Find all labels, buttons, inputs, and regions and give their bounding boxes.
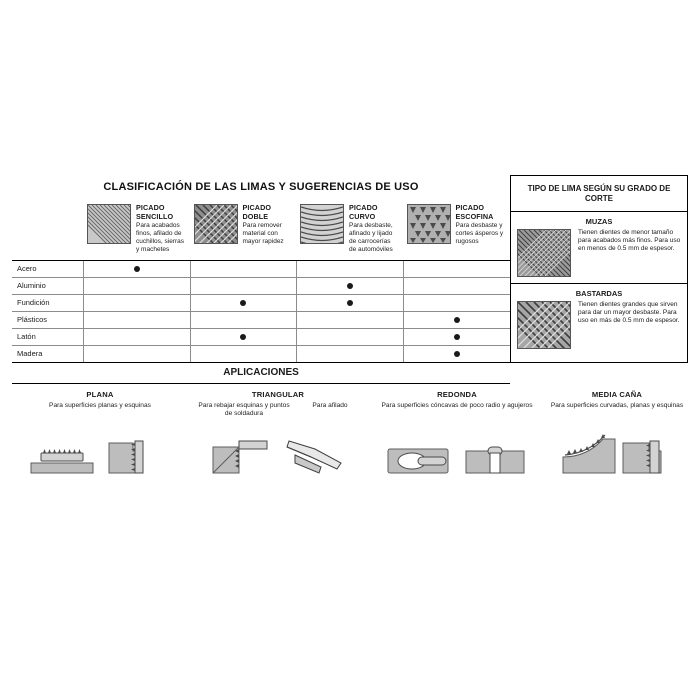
cut-type-column [404, 201, 511, 260]
cut-grade-item [511, 283, 687, 355]
matrix-cell [297, 312, 404, 328]
cut-type-column [84, 201, 191, 260]
round-file-icon [372, 425, 542, 477]
matrix-cell [84, 346, 191, 362]
matrix-cell [297, 295, 404, 311]
cut-grade-body [517, 229, 681, 277]
header-row-label-spacer [12, 201, 84, 260]
application-sub-label: Para afilado [312, 402, 348, 409]
cut-type-desc: Para remover material con mayor rapidez [242, 222, 284, 245]
matrix-cell [297, 346, 404, 362]
cut-grade-desc: Tienen dientes de menor tamaño para acabados más finos. Para uso en menos de 0.5 mm de espesor. [578, 229, 681, 253]
mark-dot [134, 266, 140, 272]
application-desc: Para rebajar esquinas y puntos de soldadura [198, 402, 290, 418]
cut-type-name: PICADO CURVO [349, 203, 378, 221]
application-item [546, 390, 688, 477]
cut-grade-panel [510, 175, 688, 363]
cut-type-name: PICADO SENCILLO [136, 203, 174, 221]
matrix-cell [191, 329, 298, 345]
material-matrix [12, 261, 510, 363]
matrix-cell [404, 278, 511, 294]
cut-type-desc: Para desbaste, afinado y lijado de carrocerías de automóviles [349, 222, 393, 253]
double-cut-crosshatch-icon [194, 204, 238, 244]
cut-grade-desc: Tienen dientes grandes que sirven para dar un mayor desbaste. Para uso en más de 0.5 mm de espesor. [578, 301, 680, 325]
applications-title: APLICACIONES [223, 367, 299, 378]
material-label: Fundición [12, 295, 84, 311]
matrix-cell [191, 261, 298, 277]
cut-type-text [349, 204, 400, 254]
infographic-sheet [12, 175, 688, 485]
matrix-cell [404, 312, 511, 328]
application-name: REDONDA [437, 390, 477, 399]
table-row [12, 312, 510, 329]
application-name: TRIANGULAR [251, 390, 305, 399]
material-label: Acero [12, 261, 84, 277]
flat-file-icon [16, 425, 184, 477]
matrix-cell [84, 278, 191, 294]
applications-row [12, 390, 688, 477]
matrix-cell [297, 261, 404, 277]
table-row [12, 278, 510, 295]
table-row [12, 295, 510, 312]
cut-type-column [191, 201, 298, 260]
matrix-cell [404, 261, 511, 277]
matrix-cell [191, 312, 298, 328]
cut-grade-body [517, 301, 681, 349]
matrix-cell [404, 295, 511, 311]
mark-dot [454, 317, 460, 323]
cut-type-text [456, 204, 507, 254]
cut-grade-name: MUZAS [585, 217, 613, 226]
material-label: Aluminio [12, 278, 84, 294]
matrix-cell [404, 346, 511, 362]
application-desc: Para superficies curvadas, planas y esquinas [550, 402, 684, 409]
matrix-cell [404, 329, 511, 345]
matrix-cell [84, 312, 191, 328]
matrix-cell [84, 261, 191, 277]
applications-header [12, 363, 510, 384]
material-label: Madera [12, 346, 84, 362]
matrix-cell [297, 329, 404, 345]
top-section [12, 175, 688, 363]
matrix-cell [191, 278, 298, 294]
matrix-cell [84, 295, 191, 311]
application-item [12, 390, 188, 477]
cut-type-name: PICADO DOBLE [242, 203, 272, 221]
table-row [12, 329, 510, 346]
application-name: MEDIA CAÑA [591, 390, 643, 399]
matrix-cell [297, 278, 404, 294]
table-row [12, 346, 510, 363]
fine-teeth-icon [517, 229, 571, 277]
mark-dot [454, 334, 460, 340]
application-item [188, 390, 368, 477]
cut-type-header-row [12, 201, 510, 261]
cut-type-text [243, 204, 294, 254]
cut-type-desc: Para desbaste y cortes ásperos y rugosos [455, 222, 504, 245]
material-label: Plásticos [12, 312, 84, 328]
table-row [12, 261, 510, 278]
classification-block [12, 175, 510, 363]
application-item [368, 390, 546, 477]
mark-dot [454, 351, 460, 357]
cut-type-text [136, 204, 187, 254]
coarse-teeth-icon [517, 301, 571, 349]
rasp-cut-teeth-icon [407, 204, 451, 244]
page-title: CLASIFICACIÓN DE LAS LIMAS Y SUGERENCIAS DE USO [103, 181, 419, 193]
cut-type-name: PICADO ESCOFINA [455, 203, 494, 221]
cut-grade-title: TIPO DE LIMA SEGÚN SU GRADO DE CORTE [511, 176, 687, 212]
mark-dot [240, 334, 246, 340]
mark-dot [240, 300, 246, 306]
application-desc: Para superficies cóncavas de poco radio y agujeros [381, 402, 533, 409]
material-label: Latón [12, 329, 84, 345]
triangular-file-icon [192, 425, 364, 477]
cut-type-desc: Para acabados finos, afilado de cuchillos, sierras y machetes [136, 222, 185, 253]
single-cut-hatch-icon [87, 204, 131, 244]
cut-grade-name: BASTARDAS [575, 289, 623, 298]
half-round-file-icon [550, 425, 684, 477]
cut-type-column [297, 201, 404, 260]
application-desc: Para superficies planas y esquinas [49, 402, 151, 409]
matrix-cell [191, 295, 298, 311]
matrix-cell [191, 346, 298, 362]
cut-grade-item [511, 212, 687, 283]
matrix-cell [84, 329, 191, 345]
application-name: PLANA [86, 390, 114, 399]
mark-dot [347, 300, 353, 306]
mark-dot [347, 283, 353, 289]
curved-cut-arcs-icon [300, 204, 344, 244]
